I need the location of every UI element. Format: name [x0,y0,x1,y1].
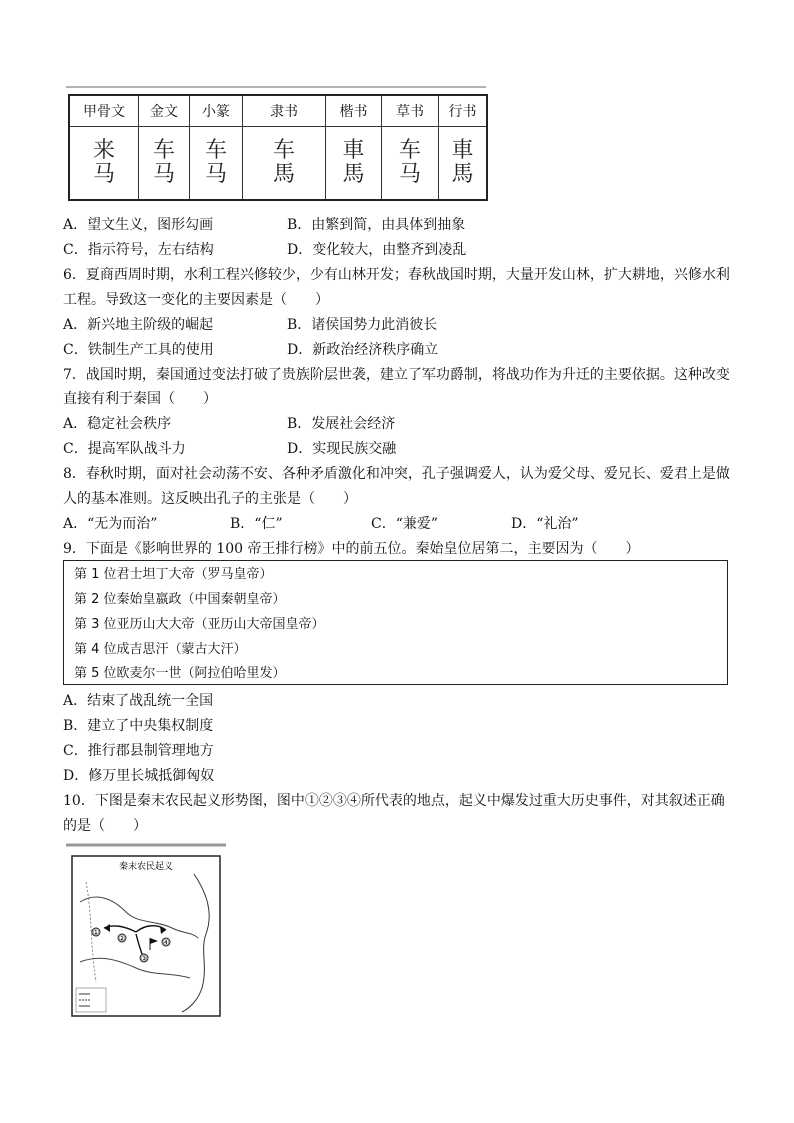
glyph-top: 車 [342,138,365,163]
glyph-bottom: 马 [204,162,227,187]
q8-option-c[interactable]: C．“兼爱” [371,516,439,532]
glyph-top: 车 [204,138,227,163]
rank-item: 第 2 位秦始皇嬴政（中国秦朝皇帝） [74,592,286,607]
header-cell: 金文 [139,95,190,127]
glyph-bottom: 马 [92,162,115,187]
glyph-top: 车 [398,138,421,163]
script-evolution-table [68,94,488,201]
glyph-cell [243,127,326,201]
q6-stem-line1: 6．夏商西周时期，水利工程兴修较少，少有山林开发；春秋战国时期，大量开发山林，扩大耕地，兴修水利 [63,267,730,283]
q7-option-a[interactable]: A．稳定社会秩序 [63,416,172,432]
glyph-bottom: 马 [398,162,421,187]
marker-3: ③ [140,954,148,963]
q6-option-c[interactable]: C．铁制生产工具的使用 [63,342,214,358]
q5-option-d[interactable]: D．变化较大，由整齐到凌乱 [287,242,467,258]
marker-4: ④ [162,938,170,947]
rank-item: 第 4 位成吉思汗（蒙古大汗） [74,642,247,657]
rank-item: 第 1 位君士坦丁大帝（罗马皇帝） [74,567,273,582]
q7-option-b[interactable]: B．发展社会经济 [287,416,396,432]
q8-option-b[interactable]: B．“仁” [230,516,283,532]
q10-stem-line2: 的是（ ） [63,818,147,834]
q9-option-d[interactable]: D．修万里长城抵御匈奴 [63,768,215,784]
q5-option-b[interactable]: B．由繁到简，由具体到抽象 [287,217,466,233]
q9-option-a[interactable]: A．结束了战乱统一全国 [63,693,214,709]
glyph-top: 車 [451,138,474,163]
header-cell: 甲骨文 [69,95,139,127]
q8-option-a[interactable]: A．“无为而治” [63,516,158,532]
glyph-cell [69,127,139,201]
q7-option-d[interactable]: D．实现民族交融 [287,441,397,457]
q8-stem-line1: 8．春秋时期，面对社会动荡不安、各种矛盾激化和冲突，孔子强调爱人，认为爱父母、爱兄长、爱君上是做 [63,466,730,482]
marker-2: ② [118,934,126,943]
scan-top-edge [66,86,486,94]
glyph-bottom: 马 [152,162,175,187]
script-header-row [69,95,487,127]
q6-stem-line2: 工程。导致这一变化的主要因素是（ ） [63,292,329,308]
q9-option-c[interactable]: C．推行郡县制管理地方 [63,743,214,759]
glyph-top: 来 [92,138,115,163]
q9-option-b[interactable]: B．建立了中央集权制度 [63,718,214,734]
header-cell: 草书 [382,95,439,127]
header-cell: 隶书 [243,95,326,127]
header-cell: 行书 [439,95,488,127]
glyph-cell [190,127,243,201]
glyph-cell [326,127,382,201]
glyph-cell [139,127,190,201]
rank-item: 第 5 位欧麦尔一世（阿拉伯哈里发） [74,666,286,681]
glyph-bottom: 馬 [451,162,474,187]
glyph-bottom: 馬 [342,162,365,187]
q6-option-d[interactable]: D．新政治经济秩序确立 [287,342,439,358]
script-glyph-row [69,127,487,201]
rank-item: 第 3 位亚历山大大帝（亚历山大帝国皇帝） [74,617,325,632]
q5-option-a[interactable]: A．望文生义，图形勾画 [63,217,214,233]
glyph-top: 车 [272,138,295,163]
marker-1: ① [92,928,100,937]
glyph-cell [382,127,439,201]
q5-option-c[interactable]: C．指示符号，左右结构 [63,242,214,258]
q9-stem: 9．下面是《影响世界的 100 帝王排行榜》中的前五位。秦始皇位居第二，主要因为（ ） [63,541,640,557]
q6-option-b[interactable]: B．诸侯国势力此消彼长 [287,317,438,333]
glyph-bottom: 馬 [272,162,295,187]
q8-option-d[interactable]: D．“礼治” [511,516,579,532]
q7-stem-line1: 7．战国时期，秦国通过变法打破了贵族阶层世袭，建立了军功爵制，将战功作为升迁的主要依据。这种改变 [63,367,730,383]
q10-stem-line1: 10．下图是秦末农民起义形势图，图中①②③④所代表的地点，起义中爆发过重大历史事件，对其叙述正确 [63,793,725,809]
emperor-ranking-box [63,560,728,685]
q7-stem-line2: 直接有利于秦国（ ） [63,391,217,407]
q7-option-c[interactable]: C．提高军队战斗力 [63,441,186,457]
q8-stem-line2: 人的基本准则。这反映出孔子的主张是（ ） [63,491,357,507]
header-cell: 小篆 [190,95,243,127]
map-title: 秦末农民起义 [118,862,174,872]
glyph-cell [439,127,488,201]
glyph-top: 车 [152,138,175,163]
header-cell: 楷书 [326,95,382,127]
uprising-map [66,842,226,1020]
q6-option-a[interactable]: A．新兴地主阶级的崛起 [63,317,214,333]
